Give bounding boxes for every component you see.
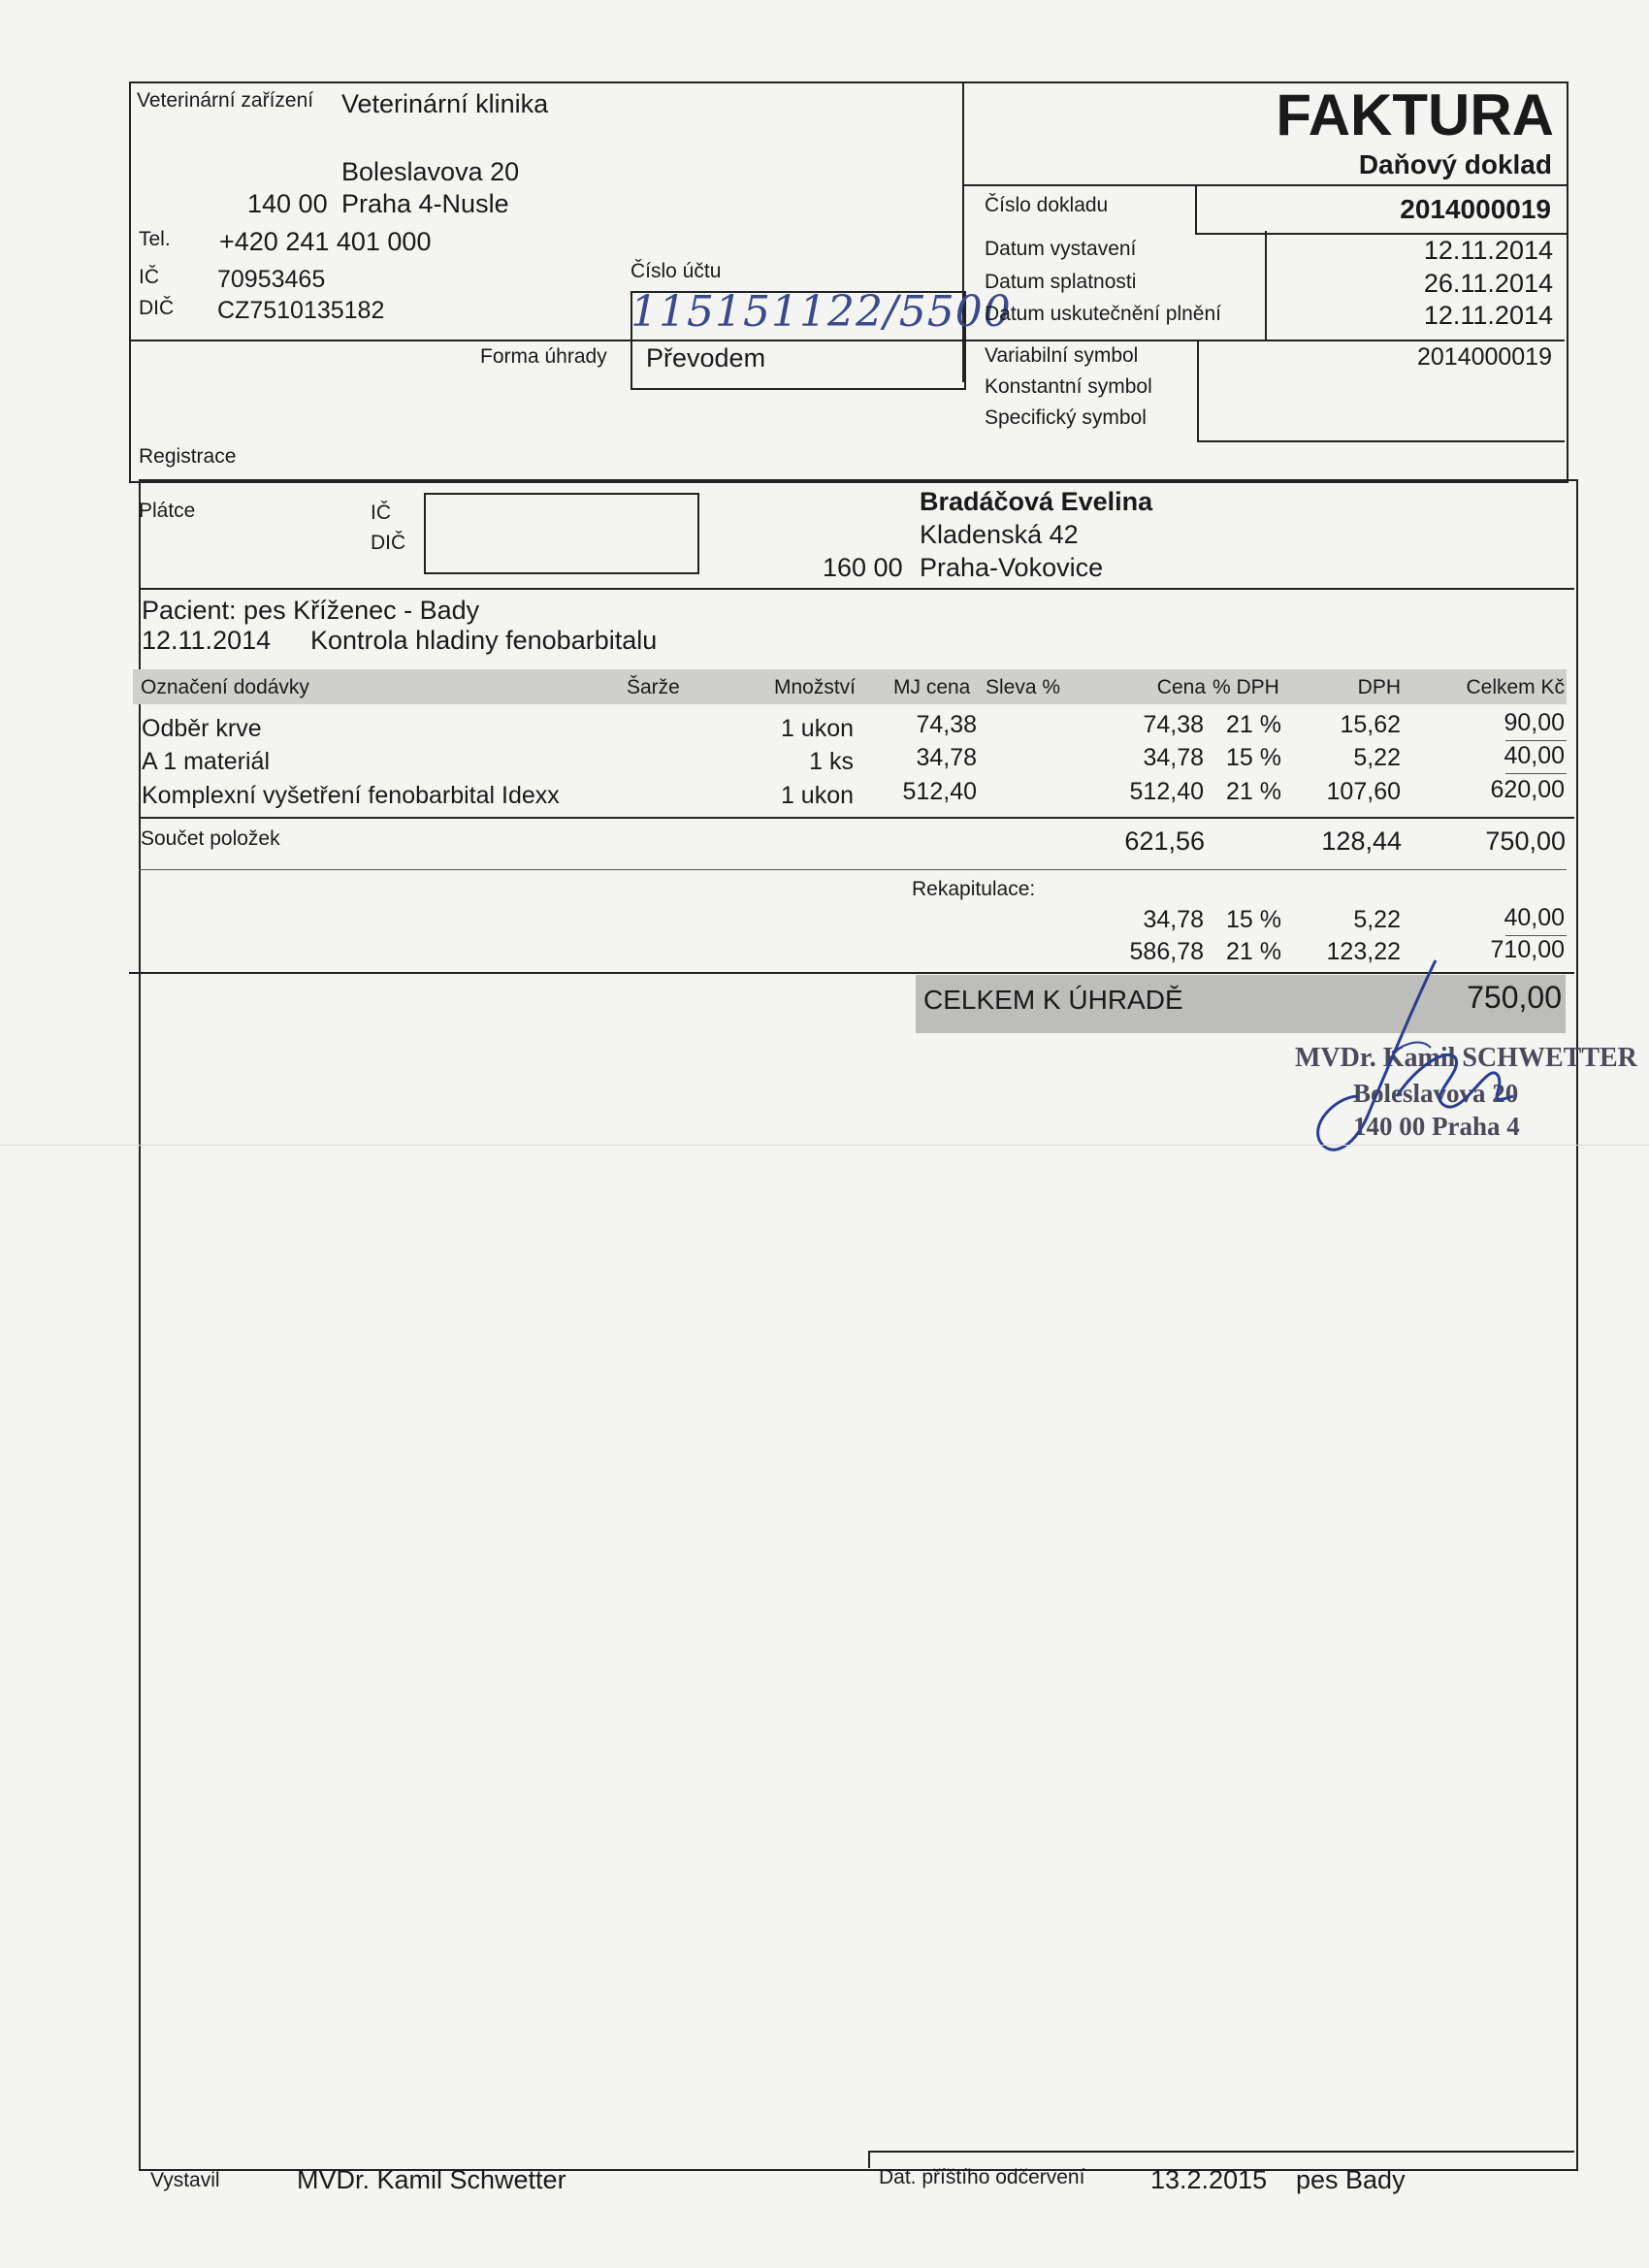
th-vat-rate: % DPH <box>1212 676 1279 698</box>
recap-rate: 21 % <box>1226 938 1281 965</box>
payer-street: Kladenská 42 <box>920 520 1079 549</box>
row-price: 74,38 <box>1143 711 1204 738</box>
issued-label: Datum vystavení <box>985 238 1137 260</box>
row-item: Odběr krve <box>142 715 262 742</box>
payer-ic-label: IČ <box>371 502 391 524</box>
supplier-street: Boleslavova 20 <box>341 157 520 186</box>
vs-label: Variabilní symbol <box>985 344 1139 367</box>
payment-box-split <box>630 340 964 341</box>
supplier-name: Veterinární klinika <box>341 89 549 118</box>
ks-label: Konstantní symbol <box>985 375 1152 398</box>
row-divider <box>1505 773 1567 774</box>
th-batch: Šarže <box>627 676 680 698</box>
footer-divider <box>868 2151 870 2168</box>
th-qty: Množství <box>773 676 856 698</box>
row-total: 620,00 <box>1490 776 1565 803</box>
ic-label: IČ <box>139 266 159 288</box>
row-total: 90,00 <box>1504 709 1565 736</box>
patient-date: 12.11.2014 <box>142 626 272 655</box>
sum-vat: 128,44 <box>1321 826 1402 856</box>
grand-total-label: CELKEM K ÚHRADĚ <box>923 985 1183 1015</box>
payer-city: Praha-Vokovice <box>920 553 1104 582</box>
recap-total: 710,00 <box>1490 936 1565 963</box>
supplier-ic: 70953465 <box>217 266 326 293</box>
row-item: A 1 materiál <box>142 748 271 775</box>
due-date: 26.11.2014 <box>1423 269 1553 298</box>
next-deworming-label: Dat. příštího odčervení <box>879 2166 1085 2188</box>
registration-label: Registrace <box>139 445 237 468</box>
issued-by: MVDr. Kamil Schwetter <box>297 2165 566 2194</box>
row-vat-rate: 15 % <box>1226 744 1281 771</box>
payer-name: Bradáčová Evelina <box>920 487 1153 516</box>
dates-top-line <box>964 184 1197 186</box>
issued-date: 12.11.2014 <box>1423 236 1553 265</box>
vs-value: 2014000019 <box>1416 343 1552 371</box>
row-vat-rate: 21 % <box>1226 778 1281 805</box>
payer-zip: 160 00 <box>823 553 903 582</box>
payer-dic-label: DIČ <box>371 532 406 554</box>
dic-label: DIČ <box>139 297 175 319</box>
recap-label: Rekapitulace: <box>912 878 1036 900</box>
stamp-line-3: 140 00 Praha 4 <box>1353 1112 1520 1141</box>
row-divider <box>1505 740 1567 741</box>
th-item: Označení dodávky <box>141 676 309 698</box>
row-vat: 5,22 <box>1353 744 1401 771</box>
th-vat: DPH <box>1357 676 1401 698</box>
row-vat: 107,60 <box>1326 778 1401 805</box>
row-total: 40,00 <box>1504 742 1565 769</box>
th-price: Cena <box>1156 676 1206 698</box>
payment-method: Převodem <box>646 343 766 373</box>
sum-bottom-line <box>139 869 1567 870</box>
recap-vat: 5,22 <box>1353 906 1401 933</box>
payer-label: Plátce <box>139 500 196 522</box>
th-total: Celkem Kč <box>1466 676 1565 698</box>
fold-line <box>0 1145 1649 1146</box>
next-deworming-pet: pes Bady <box>1296 2165 1406 2194</box>
taxable-date: 12.11.2014 <box>1423 301 1553 330</box>
next-deworming-date: 13.2.2015 <box>1150 2165 1268 2194</box>
dates-divider <box>1265 231 1267 340</box>
issued-by-label: Vystavil <box>150 2169 220 2191</box>
recap-rate: 15 % <box>1226 906 1281 933</box>
sum-label: Součet položek <box>141 827 280 850</box>
grand-total-value: 750,00 <box>1467 980 1562 1015</box>
th-unit-price: MJ cena <box>893 676 971 698</box>
supplier-label: Veterinární zařízení <box>137 89 314 112</box>
row-unit-price: 34,78 <box>916 744 977 771</box>
patient-reason: Kontrola hladiny fenobarbitalu <box>310 626 658 655</box>
supplier-tel: +420 241 401 000 <box>219 227 432 256</box>
row-item: Komplexní vyšetření fenobarbital Idexx <box>142 782 560 809</box>
row-price: 512,40 <box>1129 778 1204 805</box>
row-qty: 1 ukon <box>780 782 854 809</box>
recap-vat: 123,22 <box>1326 938 1401 965</box>
doc-number-label: Číslo dokladu <box>985 194 1109 216</box>
supplier-zip: 140 00 <box>247 189 328 218</box>
recap-price: 586,78 <box>1129 938 1204 965</box>
row-vat: 15,62 <box>1340 711 1401 738</box>
sum-price: 621,56 <box>1124 826 1205 856</box>
taxable-label: Datum uskutečnění plnění <box>985 303 1221 325</box>
payer-bottom-line <box>139 588 1574 590</box>
signature <box>1300 951 1533 1174</box>
row-qty: 1 ukon <box>780 715 854 742</box>
recap-total: 40,00 <box>1504 904 1565 931</box>
recap-price: 34,78 <box>1143 906 1204 933</box>
patient-line: Pacient: pes Kříženec - Bady <box>142 596 480 625</box>
doc-subtitle: Daňový doklad <box>1358 149 1552 179</box>
supplier-city: Praha 4-Nusle <box>341 189 509 218</box>
row-unit-price: 74,38 <box>916 711 977 738</box>
row-unit-price: 512,40 <box>902 778 977 805</box>
th-discount: Sleva % <box>986 676 1061 698</box>
doc-number: 2014000019 <box>1400 194 1551 224</box>
row-price: 34,78 <box>1143 744 1204 771</box>
stamp-line-1: MVDr. Kamil SCHWETTER <box>1295 1043 1637 1073</box>
account-label: Číslo účtu <box>630 260 722 282</box>
payment-label: Forma úhrady <box>480 345 607 368</box>
symbols-divider <box>1197 340 1199 442</box>
row-vat-rate: 21 % <box>1226 711 1281 738</box>
due-label: Datum splatnosti <box>985 271 1137 293</box>
supplier-dic: CZ7510135182 <box>217 297 385 324</box>
ss-label: Specifický symbol <box>985 406 1147 429</box>
stamp-line-2: Boleslavova 20 <box>1353 1079 1519 1108</box>
footer-top-line <box>868 2151 1574 2153</box>
row-qty: 1 ks <box>809 748 854 775</box>
payer-id-box <box>424 493 699 574</box>
sum-top-line <box>139 817 1574 819</box>
doc-title: FAKTURA <box>1276 82 1554 147</box>
tel-label: Tel. <box>139 228 171 250</box>
account-handwritten: 115151122/5500 <box>630 287 1012 337</box>
symbols-bottom-line <box>1197 440 1565 442</box>
sum-total: 750,00 <box>1485 826 1566 856</box>
